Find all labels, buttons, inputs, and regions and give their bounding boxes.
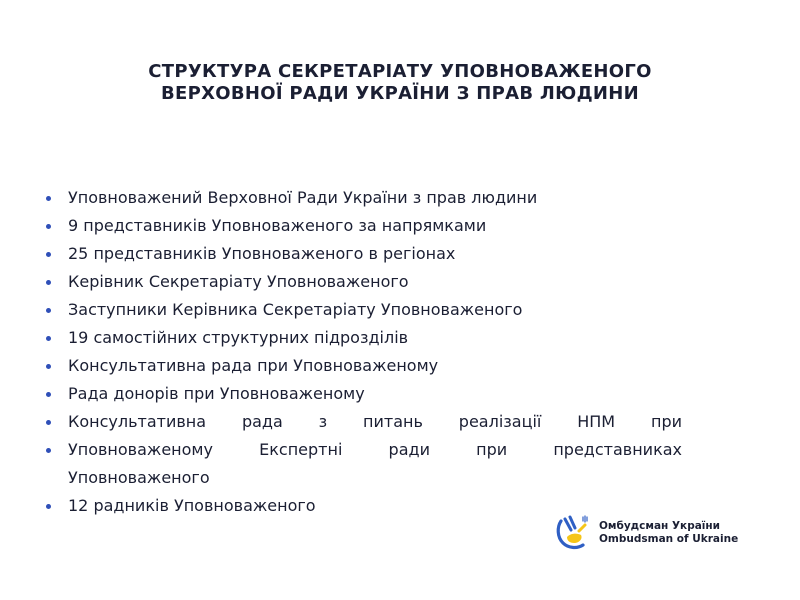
list-item [46,436,682,464]
bullet-icon [46,336,51,341]
bullet-icon [46,196,51,201]
bullet-icon [46,448,51,453]
list-item-continuation [46,464,682,492]
list-item-text: Рада донорів при Уповноваженому [68,384,365,403]
bullet-icon [46,392,51,397]
list-item [46,268,682,296]
list-item [46,212,682,240]
list-item [46,240,682,268]
list-item-text: Консультативна рада з питань реалізації НПМ при [68,412,682,431]
list-item [46,352,682,380]
structure-list [46,184,682,520]
list-item-text: 9 представників Уповноваженого за напрямками [68,216,487,235]
list-item [46,184,682,212]
list-item-text: Керівник Секретаріату Уповноваженого [68,272,409,291]
bullet-icon [46,224,51,229]
list-item [46,324,682,352]
list-item [46,296,682,324]
ombudsman-hand-emblem-icon [555,513,593,551]
list-item [46,380,682,408]
title-line-1: СТРУКТУРА СЕКРЕТАРІАТУ УПОВНОВАЖЕНОГО [148,61,652,82]
list-item-text: Уповноваженому Експертні ради при представниках [68,440,682,459]
list-item [46,408,682,436]
bullet-icon [46,364,51,369]
bullet-icon [46,504,51,509]
ombudsman-logo [555,513,755,553]
page-title [0,61,800,105]
bullet-icon [46,308,51,313]
bullet-icon [46,280,51,285]
bullet-icon [46,420,51,425]
title-line-2: ВЕРХОВНОЇ РАДИ УКРАЇНИ З ПРАВ ЛЮДИНИ [160,83,640,104]
logo-name-ua: Омбудсман України [599,520,721,532]
list-item-text: Уповноваженого [68,468,210,487]
logo-text [599,520,738,546]
list-item-text: Консультативна рада при Уповноваженому [68,356,439,375]
list-item-text: Заступники Керівника Секретаріату Уповноваженого [68,300,523,319]
logo-name-en: Ombudsman of Ukraine [599,533,739,545]
list-item-text: Уповноважений Верховної Ради України з прав людини [68,188,538,207]
bullet-icon [46,252,51,257]
list-item-text: 25 представників Уповноваженого в регіонах [68,244,456,263]
list-item-text: 19 самостійних структурних підрозділів [68,328,409,347]
list-item-text: 12 радників Уповноваженого [68,496,316,515]
